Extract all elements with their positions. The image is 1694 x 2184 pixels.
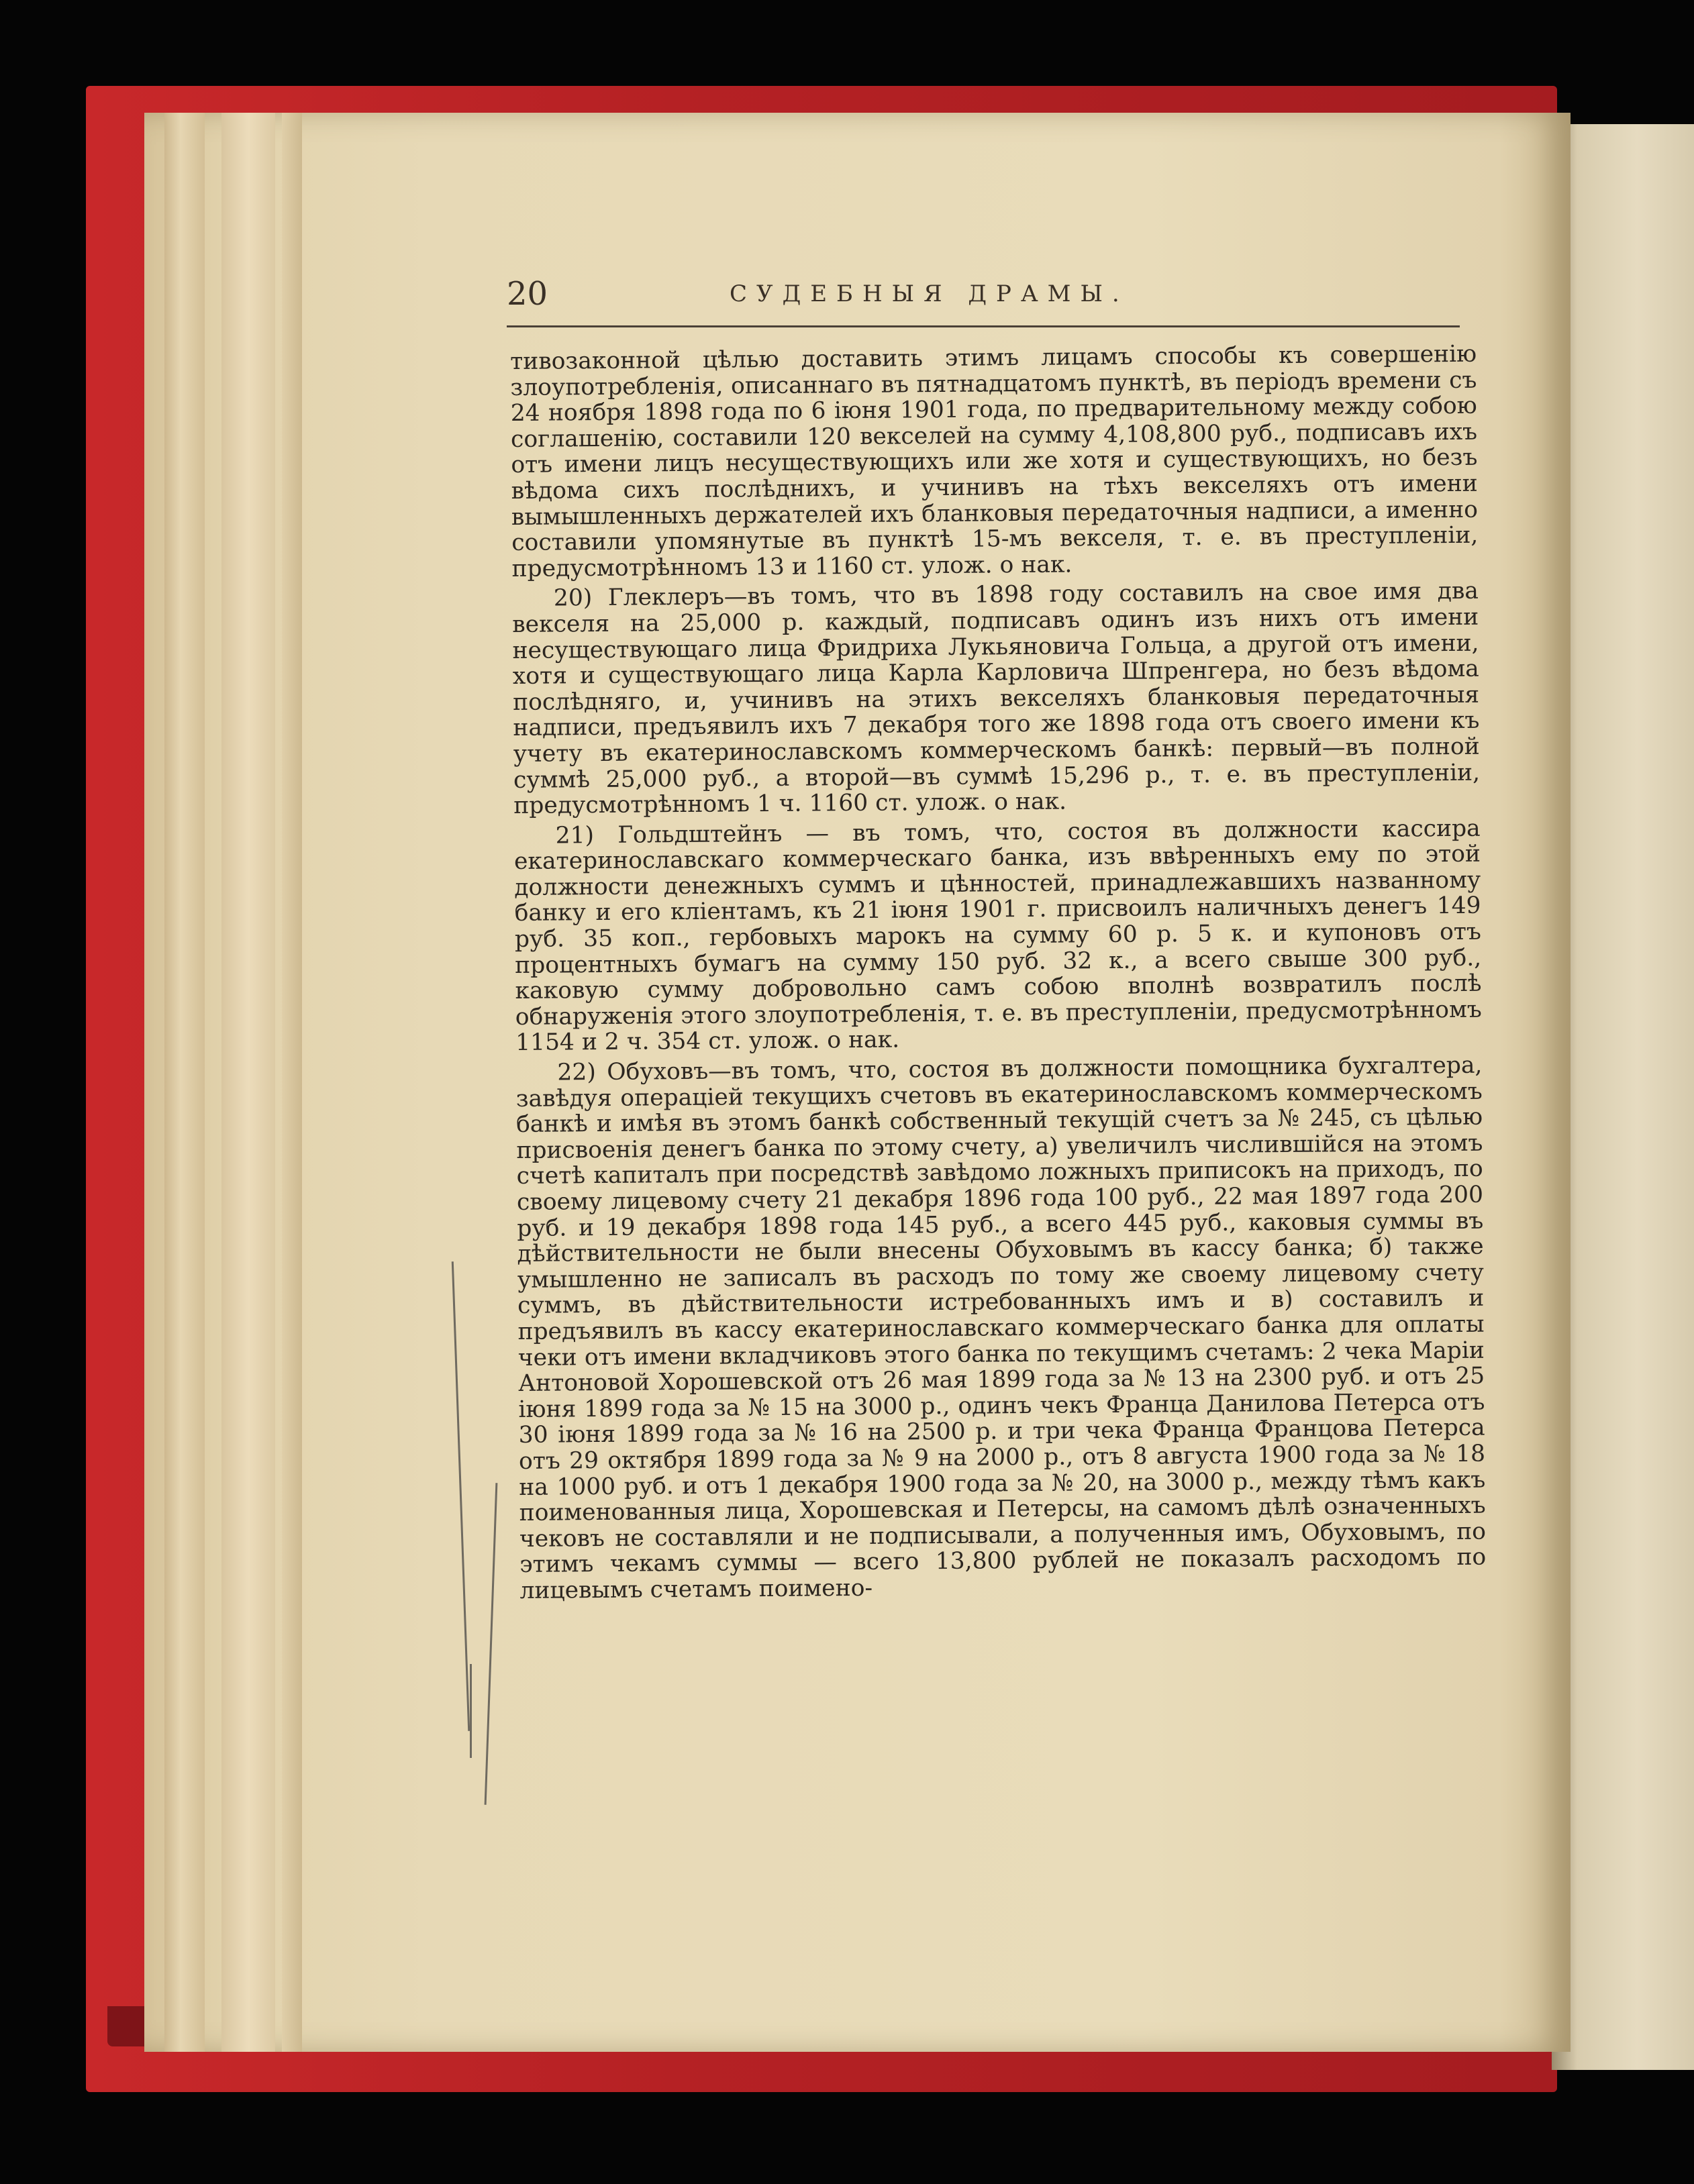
- page-stack-edge: [164, 113, 205, 2052]
- page-header: [507, 275, 1460, 329]
- header-rule: [507, 325, 1460, 327]
- paragraph-item-22: 22) Обуховъ—въ томъ, что, состоя въ должности помощника бухгалтера, завѣдуя операціей текущихъ счетовъ въ екатеринославскомъ коммерческомъ банкѣ и имѣя въ этомъ банкѣ собственный текущій счетъ за № 245, съ цѣлью присвоенія денегъ банка по этому счету, а) увеличилъ числившійся на этомъ счетѣ капиталъ при посредствѣ завѣдомо ложныхъ приписокъ на приходъ, по своему лицевому счету 21 декабря 1896 года 100 руб., 22 мая 1897 года 200 руб. и 19 декабря 1898 года 145 руб., а всего 445 руб., каковыя суммы въ дѣйствительности не были внесены Обуховымъ въ кассу банка; б) также умышленно не записалъ въ расходъ по тому же своему лицевому счету суммъ, въ дѣйствительности истребованныхъ имъ и в) составилъ и предъявилъ въ кассу екатеринославскаго коммерческаго банка для оплаты чеки отъ имени вкладчиковъ этого банка по текущимъ счетамъ: 2 чека Маріи Антоновой Хорошевской отъ 26 мая 1899 года за № 13 на 2300 руб. и отъ 25 іюня 1899 года за № 15 на 3000 р., одинъ чекъ Франца Данилова Петерса отъ 30 іюня 1899 года за № 16 на 2500 р. и три чека Франца Францова Петерса отъ 29 октября 1899 года за № 9 на 2000 р., отъ 8 августа 1900 года за № 18 на 1000 руб. и отъ 1 декабря 1900 года за № 20, на 3000 р., между тѣмъ какъ поименованныя лица, Хорошевская и Петерсы, на самомъ дѣлѣ означенныхъ чековъ не составляли и не подписывали, а полученныя имъ, Обуховымъ, по этимъ чекамъ суммы — всего 13,800 рублей не показалъ расходомъ по лицевымъ счетамъ поимено-: [515, 1051, 1487, 1604]
- page-stack-edge: [221, 113, 275, 2052]
- paragraph-item-21: 21) Гольдштейнъ — въ томъ, что, состоя въ должности кассира екатеринославскаго коммерческаго банка, изъ ввѣренныхъ ему по этой должности денежныхъ суммъ и цѣнностей, принадлежавшихъ названному банку и его кліентамъ, къ 21 іюня 1901 г. присвоилъ наличныхъ денегъ 149 руб. 35 коп., гербовыхъ марокъ на сумму 60 р. 5 к. и купоновъ отъ процентныхъ бумагъ на сумму 150 руб. 32 к., а всего свыше 300 руб., каковую сумму добровольно самъ собою вполнѣ возвратилъ послѣ обнаруженія этого злоупотребленія, т. е. въ преступленіи, предусмотрѣнномъ 1154 и 2 ч. 354 ст. улож. о нак.: [513, 815, 1482, 1057]
- pencil-margin-mark: [470, 1664, 472, 1758]
- facing-page-edge: [1552, 124, 1694, 2070]
- page-number: 20: [507, 275, 548, 313]
- page-stack-edge: [282, 113, 302, 2052]
- body-text: [510, 342, 1487, 1608]
- running-title: СУДЕБНЫЯ ДРАМЫ.: [730, 280, 1129, 307]
- paragraph-continuation: тивозаконной цѣлью доставить этимъ лицамъ способы къ совершенію злоупотребленія, описаннаго въ пятнадцатомъ пунктѣ, въ періодъ времени съ 24 ноября 1898 года по 6 іюня 1901 года, по предварительному между собою соглашенію, составили 120 векселей на сумму 4,108,800 руб., подписавъ ихъ отъ имени лицъ несуществующихъ или же хотя и существующихъ, но безъ вѣдома сихъ послѣднихъ, и учинивъ на тѣхъ векселяхъ отъ имени вымышленныхъ держателей ихъ бланковыя передаточныя надписи, а именно составили упомянутые въ пунктѣ 15-мъ векселя, т. е. въ преступленіи, предусмотрѣнномъ 13 и 1160 ст. улож. о нак.: [509, 340, 1479, 582]
- paragraph-item-20: 20) Глеклеръ—въ томъ, что въ 1898 году составилъ на свое имя два векселя на 25,000 р. каждый, подписавъ одинъ изъ нихъ отъ имени несуществующаго лица Фридриха Лукьяновича Гольца, а другой отъ имени, хотя и существующаго лица Карла Карловича Шпренгера, но безъ вѣдома послѣдняго, и, учинивъ на этихъ векселяхъ бланковыя передаточныя надписи, предъявилъ ихъ 7 декабря того же 1898 года отъ своего имени къ учету въ екатеринославскомъ коммерческомъ банкѣ: первый—въ полной суммѣ 25,000 руб., а второй—въ суммѣ 15,296 р., т. е. въ преступленіи, предусмотрѣнномъ 1 ч. 1160 ст. улож. о нак.: [512, 578, 1481, 820]
